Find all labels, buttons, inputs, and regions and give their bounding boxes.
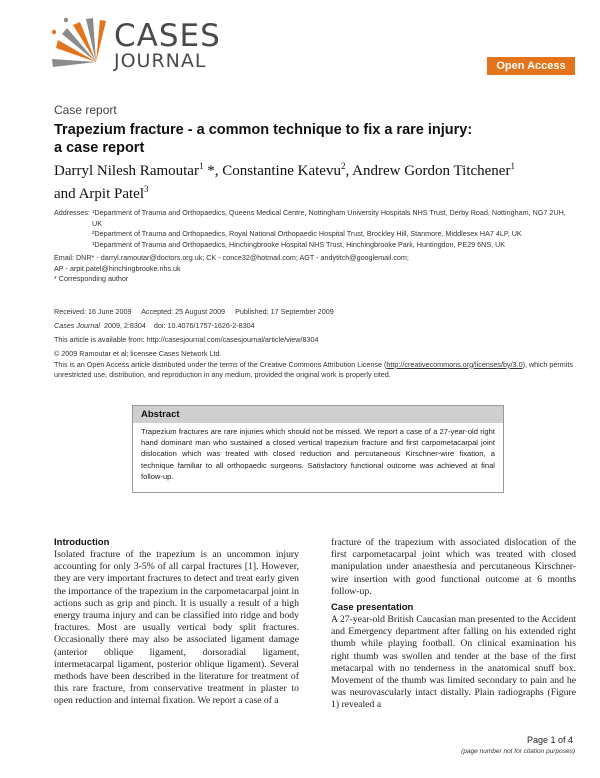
author-name: and Arpit Patel <box>54 186 144 202</box>
license-block <box>54 349 579 381</box>
logo-word-journal: JOURNAL <box>114 50 207 72</box>
addresses-block <box>54 208 574 250</box>
page-number-note: (page number not for citation purposes) <box>461 748 575 755</box>
left-column <box>54 537 299 708</box>
license-text-pre: This is an Open Access article distributed under the terms of the Creative Commons Attribution License ( <box>54 359 387 369</box>
introduction-continued-text: fracture of the trapezium with associated dislocation of the first carpometacarpal joint which was treated with closed manipulation under anaesthesia and percutaneous Kirschner-wire insertion with good functional outcome at 6 months follow-up. <box>331 537 576 597</box>
right-column <box>331 537 576 712</box>
availability-line: This article is available from: http://casesjournal.com/casesjournal/article/view/8304 <box>54 335 319 344</box>
license-link[interactable]: http://creativecommons.org/licenses/by/3.0 <box>386 359 523 369</box>
article-type: Case report <box>54 103 117 117</box>
author-affiliation: 2 <box>340 161 346 171</box>
dates-row <box>54 307 574 318</box>
introduction-heading: Introduction <box>54 537 110 548</box>
author-name: Darryl Nilesh Ramoutar <box>54 163 199 179</box>
logo-word-cases: CASES <box>114 18 221 54</box>
author-affiliation: 1 <box>198 161 204 171</box>
citation-doi: doi: 10.4076/1757-1626-2-8304 <box>153 321 255 330</box>
emails-block <box>54 253 574 285</box>
published-date: Published: 17 September 2009 <box>235 307 334 316</box>
citation-journal: Cases Journal <box>54 321 100 330</box>
author-separator: , <box>345 163 353 179</box>
open-access-badge: Open Access <box>487 57 575 75</box>
article-title <box>54 121 574 157</box>
abstract-box <box>132 405 504 493</box>
address-line: ¹Department of Trauma and Orthopaedics, Queens Medical Centre, Nottingham University Hospitals NHS Trust, Derby Road, Nottingham, NG7 2UH, UK <box>92 208 566 228</box>
author-name: Andrew Gordon Titchener <box>352 163 511 179</box>
author-name: Constantine Katevu <box>222 163 341 179</box>
title-line-2: a case report <box>54 140 145 156</box>
sunburst-logo-icon <box>50 16 110 68</box>
page-number: Page 1 of 4 <box>526 735 573 745</box>
address-line: ²Department of Trauma and Orthopaedics, Royal National Orthopaedic Hospital Trust, Brockley Hill, Stanmore, Middlesex HA7 4LP, UK <box>92 229 522 238</box>
case-presentation-text: A 27-year-old British Caucasian man presented to the Accident and Emergency department after falling on his extended right thumb while playing football. On clinical examination his right thumb was swollen and tender at the base of the first metacarpal with no tenderness in the anatomical snuff box. Movement of the thumb was limited secondary to pain and he was neurovascularly intact distally. Plain radiographs (Figure 1) revealed a <box>331 614 576 711</box>
corresponding-author-note: * Corresponding author <box>54 274 129 283</box>
copyright-line: © 2009 Ramoutar et al; licensee Cases Network Ltd. <box>54 349 222 358</box>
case-presentation-heading: Case presentation <box>331 602 414 614</box>
accepted-date: Accepted: 25 August 2009 <box>141 307 226 316</box>
citation-row <box>54 321 574 332</box>
author-list <box>54 157 584 203</box>
email-line-2: AP - arpit.patel@hinchingbrooke.nhs.uk <box>54 263 181 273</box>
author-separator: *, <box>203 163 223 179</box>
author-affiliation: 1 <box>510 161 515 171</box>
introduction-text: Isolated fracture of the trapezium is an uncommon injury accounting for only 3-5% of all carpal fractures [1]. However, they are very important fractures to detect and treat early given the importance of the trapezium in the carpometacarpal joint in actions such as grip and pinch. It is usually a result of a high energy trauma injury and can be classified into ridge and body fractures. Most are usually vertical body split fractures. Occasionally there may also be associated ligament damage (anterior oblique ligament, dorsoradial ligament, intermetacarpal ligament, posterior oblique ligament). Several methods have been described in the literature for treatment of this rare fracture, from conservative treatment in plaster to open reduction and internal fixation. We report a case of a <box>54 549 299 707</box>
author-affiliation: 3 <box>144 184 149 194</box>
title-line-1: Trapezium fracture - a common technique to fix a rare injury: <box>54 122 473 138</box>
citation-volume: 2009, 2:8304 <box>103 321 146 330</box>
addresses-label: Addresses: <box>54 208 90 217</box>
abstract-heading: Abstract <box>133 406 503 423</box>
address-line: ³Department of Trauma and Orthopaedics, Hinchingbrooke Hospital NHS Trust, Hinchingbrooke Park, Huntingdon, PE29 6NS, UK <box>92 239 506 249</box>
license-text-post: ), which permits unrestricted use, distribution, and reproduction in any medium, provided the original work is properly cited. <box>54 359 573 379</box>
email-line-1: Email: DNR* - darryl.ramoutar@doctors.org.uk; CK - conce32@hotmail.com; AGT - andytitch@googlemail.com; <box>54 253 409 262</box>
abstract-text: Trapezium fractures are rare injuries which should not be missed. We report a case of a 27-year-old right hand dominant man who sustained a closed vertical trapezium fracture and first carpometacarpal joint dislocation which was treated with closed reduction and percutaneous Kirschner-wire fixation, a technique familiar to all orthopaedic surgeons. Satisfactory functional outcome was achieved at final follow-up. <box>141 427 495 481</box>
received-date: Received: 16 June 2009 <box>54 307 132 316</box>
journal-logo <box>50 10 240 70</box>
